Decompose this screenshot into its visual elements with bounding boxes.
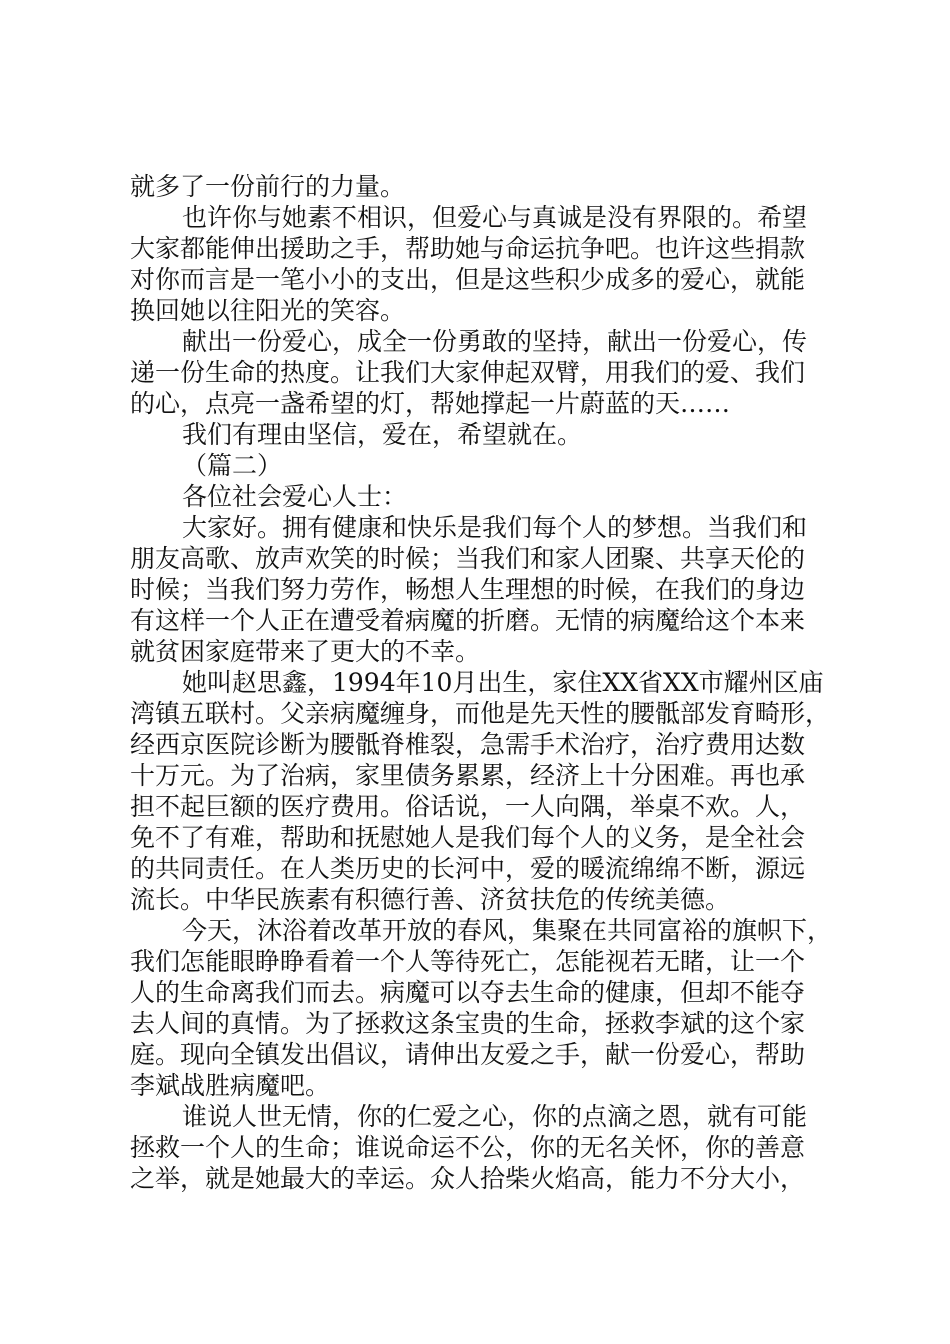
text-line: 就贫困家庭带来了更大的不幸。 (130, 637, 481, 666)
text-line: 经西京医院诊断为腰骶脊椎裂，急需手术治疗，治疗费用达数 (130, 730, 806, 759)
text-line: 献出一份爱心，成全一份勇敢的坚持，献出一份爱心，传 (182, 327, 808, 356)
section-title: （篇二） (182, 451, 283, 480)
text-line: 李斌战胜病魔吧。 (130, 1071, 331, 1100)
text-line: 去人间的真情。为了拯救这条宝贵的生命，拯救李斌的这个家 (130, 1009, 806, 1038)
text-line: 我们怎能眼睁睁看着一个人等待死亡，怎能视若无睹，让一个 (130, 947, 806, 976)
text-line: 换回她以往阳光的笑容。 (130, 296, 406, 325)
text-line: 拯救一个人的生命；谁说命运不公，你的无名关怀，你的善意 (130, 1133, 806, 1162)
paragraph-continuation (130, 171, 830, 202)
paragraph-background (130, 667, 830, 915)
text-line: 免不了有难，帮助和抚慰她人是我们每个人的义务，是全社会 (130, 823, 806, 852)
text-line: 十万元。为了治病，家里债务累累，经济上十分困难。再也承 (130, 761, 806, 790)
paragraph-belief (130, 419, 830, 450)
text-line: 今天，沐浴着改革开放的春风，集聚在共同富裕的旗帜下， (182, 916, 833, 945)
text-line: 大家都能伸出援助之手，帮助她与命运抗争吧。也许这些捐款 (130, 234, 806, 263)
text-line: 的共同责任。在人类历史的长河中，爱的暖流绵绵不断，源远 (130, 854, 806, 883)
text-line: 流长。中华民族素有积德行善、济贫扶危的传统美德。 (130, 885, 731, 914)
paragraph-closing (130, 1101, 830, 1194)
text-line: 有这样一个人正在遭受着病魔的折磨。无情的病魔给这个本来 (130, 606, 806, 635)
paragraph-greeting (130, 512, 830, 667)
paragraph-appeal (130, 202, 830, 326)
text-line: 的心，点亮一盏希望的灯，帮她撑起一片蔚蓝的天…… (130, 389, 731, 418)
text-line: 担不起巨额的医疗费用。俗话说，一人向隅，举桌不欢。人， (130, 792, 806, 821)
text-line: 她叫赵思鑫，1994年10月出生，家住XX省XX市耀州区庙 (182, 668, 824, 697)
text-line: 对你而言是一笔小小的支出，但是这些积少成多的爱心，就能 (130, 265, 806, 294)
paragraph-offer-love (130, 326, 830, 419)
text-line: 人的生命离我们而去。病魔可以夺去生命的健康，但却不能夺 (130, 978, 806, 1007)
text-line: 我们有理由坚信，爱在，希望就在。 (182, 420, 583, 449)
text-line: 大家好。拥有健康和快乐是我们每个人的梦想。当我们和 (182, 513, 808, 542)
text-line: 递一份生命的热度。让我们大家伸起双臂，用我们的爱、我们 (130, 358, 806, 387)
text-line: 湾镇五联村。父亲病魔缠身，而他是先天性的腰骶部发育畸形， (130, 699, 831, 728)
text-line: 庭。现向全镇发出倡议，请伸出友爱之手，献一份爱心，帮助 (130, 1040, 806, 1069)
text-line: 时候；当我们努力劳作，畅想人生理想的时候，在我们的身边 (130, 575, 806, 604)
salutation (130, 481, 830, 512)
text-line: 谁说人世无情，你的仁爱之心，你的点滴之恩，就有可能 (182, 1102, 808, 1131)
text-line: 之举，就是她最大的幸运。众人拾柴火焰高，能力不分大小， (130, 1164, 806, 1193)
section-heading (130, 450, 830, 481)
document-body (130, 171, 833, 1194)
text-line: 也许你与她素不相识，但爱心与真诚是没有界限的。希望 (182, 203, 808, 232)
paragraph-call-to-action (130, 915, 833, 1101)
text-line: 各位社会爱心人士： (182, 482, 408, 511)
text-line: 朋友高歌、放声欢笑的时候；当我们和家人团聚、共享天伦的 (130, 544, 806, 573)
text-line: 就多了一份前行的力量。 (130, 172, 406, 201)
